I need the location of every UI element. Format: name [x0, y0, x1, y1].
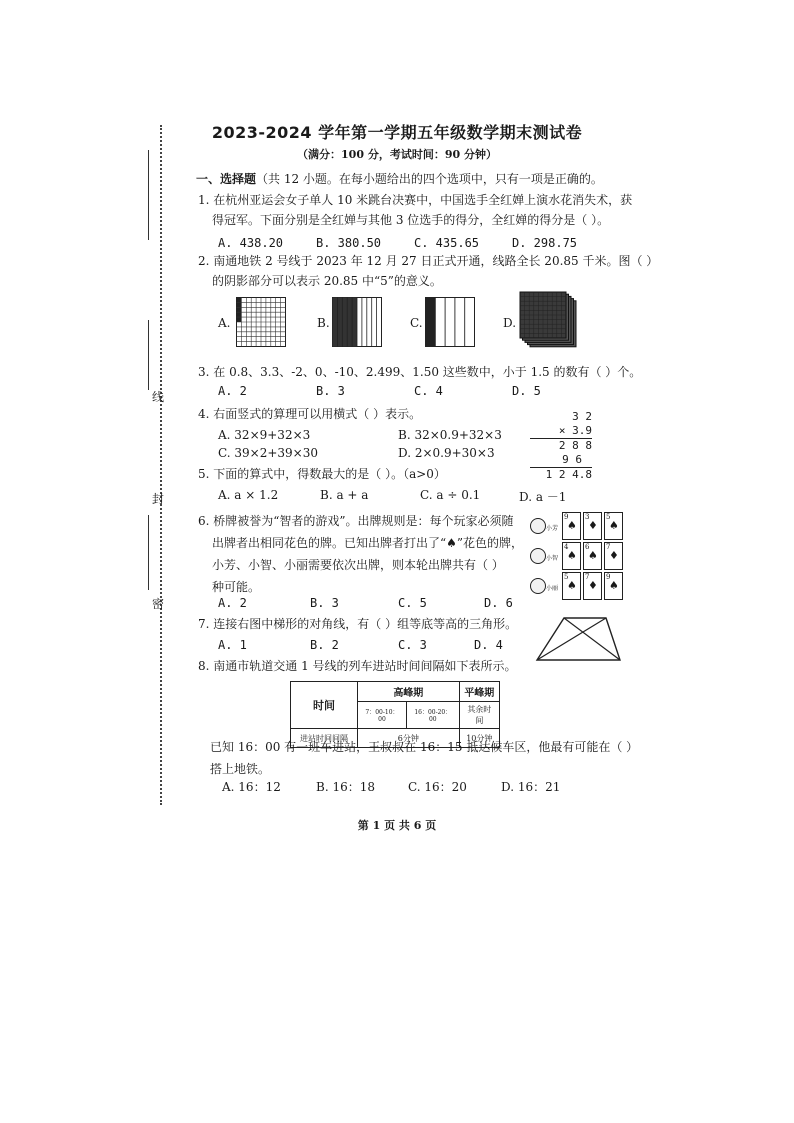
question-line: 1. 在杭州亚运会女子单人 10 米跳台决赛中，中国选手全红婵上演水花消失术，获 — [198, 193, 633, 207]
table-offpeak-value: 10分钟 — [459, 729, 499, 748]
card-rank: 5 — [564, 573, 569, 581]
card-rank: 9 — [606, 573, 611, 581]
section-heading — [196, 170, 603, 187]
binding-rule — [148, 320, 149, 390]
question-line: 已知 16：00 有一班车进站，王叔叔在 16：15 抵达候车区，他最有可能在（ ） — [210, 740, 639, 754]
question-5 — [198, 464, 446, 484]
playing-card — [604, 542, 623, 570]
card-suit-icon: ♠ — [588, 549, 598, 562]
question-line: 3. 在 0.8、3.3、-2、0、-10、2.499、1.50 这些数中，小于 1.5 的数有（ ）个。 — [198, 365, 642, 379]
question-line: 8. 南通市轨道交通 1 号线的列车进站时间间隔如下表所示。 — [198, 659, 517, 673]
tenths-figure-b — [332, 297, 382, 347]
binding-dotted-line — [160, 125, 162, 805]
player-avatar-icon — [530, 548, 546, 564]
question-8-continued — [198, 736, 638, 780]
question-line: 小芳、小智、小丽需要依次出牌，则本轮出牌共有（ ） — [212, 558, 504, 572]
q6-option-d[interactable]: D. 6 — [484, 596, 513, 610]
card-rank: 6 — [585, 543, 590, 551]
question-line: 4. 右面竖式的算理可以用横式（ ）表示。 — [198, 407, 422, 421]
q3-option-d[interactable]: D. 5 — [512, 384, 541, 398]
q1-option-a[interactable]: A. 438.20 — [218, 236, 284, 250]
q2-option-b[interactable]: B. — [317, 316, 330, 330]
q3-option-b[interactable]: B. 3 — [316, 384, 345, 398]
question-line: 的阴影部分可以表示 20.85 中“5”的意义。 — [212, 274, 442, 288]
vertical-calculation — [530, 410, 592, 482]
q4-option-c[interactable]: C. 39×2+39×30 — [218, 446, 318, 460]
q6-option-a[interactable]: A. 2 — [218, 596, 247, 610]
binding-char-feng: 封 — [152, 492, 165, 506]
q5-option-d[interactable]: D. a －1 — [519, 490, 567, 504]
q5-option-b[interactable]: B. a + a — [320, 488, 369, 502]
q8-option-d[interactable]: D. 16：21 — [501, 780, 561, 794]
q7-option-d[interactable]: D. 4 — [474, 638, 503, 652]
table-header-offpeak: 平峰期 — [459, 682, 499, 702]
card-rank: 7 — [606, 543, 611, 551]
q2-option-a[interactable]: A. — [218, 316, 231, 330]
question-line: 种可能。 — [212, 580, 261, 594]
playing-card — [562, 572, 581, 600]
card-suit-icon: ♠ — [609, 579, 619, 592]
card-suit-icon: ♠ — [567, 579, 577, 592]
question-line: 7. 连接右图中梯形的对角线，有（ ）组等底等高的三角形。 — [198, 617, 518, 631]
playing-card — [562, 512, 581, 540]
table-row-label: 进站时间间隔 — [291, 729, 358, 748]
table-sub-evening: 16：00-20：00 — [406, 702, 459, 729]
binding-char-xian: 线 — [152, 390, 165, 404]
card-suit-icon: ♠ — [567, 519, 577, 532]
card-rank: 5 — [606, 513, 611, 521]
card-suit-icon: ♠ — [609, 519, 619, 532]
playing-card — [583, 542, 602, 570]
q5-option-c[interactable]: C. a ÷ 0.1 — [420, 488, 481, 502]
card-suit-icon: ♦ — [588, 579, 598, 592]
question-4 — [198, 404, 421, 424]
question-line: 2. 南通地铁 2 号线于 2023 年 12 月 27 日正式开通，线路全长 20.85 千米。图（ ） — [198, 254, 659, 268]
bridge-cards-figure — [528, 512, 624, 606]
q1-option-b[interactable]: B. 380.50 — [316, 236, 382, 250]
question-line: 6. 桥牌被誉为“智者的游戏”。出牌规则是：每个玩家必须随 — [198, 514, 514, 528]
question-8 — [198, 656, 517, 676]
question-2 — [198, 251, 658, 291]
card-rank: 3 — [585, 513, 590, 521]
player-name: 小丽 — [546, 585, 559, 592]
q5-option-a[interactable]: A. a × 1.2 — [218, 488, 279, 502]
q7-option-b[interactable]: B. 2 — [310, 638, 339, 652]
playing-card — [583, 572, 602, 600]
q8-option-b[interactable]: B. 16：18 — [316, 780, 375, 794]
calc-row: 3 2 — [572, 410, 592, 423]
calc-row: 2 8 8 — [558, 439, 592, 452]
trapezoid-figure — [534, 612, 624, 664]
playing-card — [583, 512, 602, 540]
exam-title: 2023-2024 学年第一学期五年级数学期末测试卷 — [211, 123, 583, 142]
q6-option-c[interactable]: C. 5 — [398, 596, 427, 610]
card-suit-icon: ♦ — [609, 549, 619, 562]
q6-option-b[interactable]: B. 3 — [310, 596, 339, 610]
question-line: 5. 下面的算式中，得数最大的是（ ）。（a>0） — [198, 467, 446, 481]
q2-option-c[interactable]: C. — [410, 316, 423, 330]
question-line: 出牌者出相同花色的牌。已知出牌者打出了“♠”花色的牌， — [212, 536, 524, 550]
binding-rule — [148, 150, 149, 240]
player-name: 小智 — [546, 555, 559, 562]
stacked-squares-figure-d — [518, 290, 582, 350]
section-note: （共 12 小题。在每小题给出的四个选项中，只有一项是正确的。 — [256, 172, 603, 186]
strips-figure-c — [425, 297, 475, 347]
calc-row: 1 2 4.8 — [545, 468, 592, 481]
q4-option-d[interactable]: D. 2×0.9+30×3 — [398, 446, 495, 460]
question-1 — [198, 190, 632, 230]
player-avatar-icon — [530, 518, 546, 534]
table-sub-morning: 7：00-10：00 — [358, 702, 407, 729]
player-avatar-icon — [530, 578, 546, 594]
binding-char-mi: 密 — [152, 597, 165, 611]
section-title: 一、选择题 — [196, 172, 257, 186]
question-line: 搭上地铁。 — [210, 762, 271, 776]
table-sub-other: 其余时间 — [459, 702, 499, 729]
page-footer: 第 1 页 共 6 页 — [357, 819, 437, 832]
binding-rule — [148, 515, 149, 590]
question-6 — [198, 510, 523, 598]
question-line: 得冠军。下面分别是全红婵与其他 3 位选手的得分，全红婵的得分是（ ）。 — [212, 213, 610, 227]
calc-row: 9 6 — [530, 453, 592, 468]
q3-option-c[interactable]: C. 4 — [414, 384, 443, 398]
q7-option-c[interactable]: C. 3 — [398, 638, 427, 652]
q2-option-d[interactable]: D. — [503, 316, 517, 330]
playing-card — [604, 572, 623, 600]
calc-row: × 3.9 — [530, 424, 592, 439]
card-rank: 7 — [585, 573, 590, 581]
question-7 — [198, 614, 517, 634]
q8-option-c[interactable]: C. 16：20 — [408, 780, 467, 794]
hundred-grid-figure-a — [236, 297, 286, 347]
q7-option-a[interactable]: A. 1 — [218, 638, 247, 652]
table-peak-value: 6分钟 — [358, 729, 460, 748]
playing-card — [562, 542, 581, 570]
table-header-time: 时间 — [291, 682, 358, 729]
q8-option-a[interactable]: A. 16：12 — [222, 780, 281, 794]
q4-option-a[interactable]: A. 32×9+32×3 — [218, 428, 311, 442]
table-header-peak: 高峰期 — [358, 682, 460, 702]
player-name: 小芳 — [546, 525, 559, 532]
playing-card — [604, 512, 623, 540]
card-rank: 4 — [564, 543, 569, 551]
exam-subtitle: （满分：100 分，考试时间：90 分钟） — [297, 148, 497, 161]
q1-option-c[interactable]: C. 435.65 — [414, 236, 480, 250]
q4-option-b[interactable]: B. 32×0.9+32×3 — [398, 428, 502, 442]
q3-option-a[interactable]: A. 2 — [218, 384, 247, 398]
q1-option-d[interactable]: D. 298.75 — [512, 236, 578, 250]
question-3 — [198, 362, 641, 382]
card-suit-icon: ♦ — [588, 519, 598, 532]
card-suit-icon: ♠ — [567, 549, 577, 562]
card-rank: 9 — [564, 513, 569, 521]
